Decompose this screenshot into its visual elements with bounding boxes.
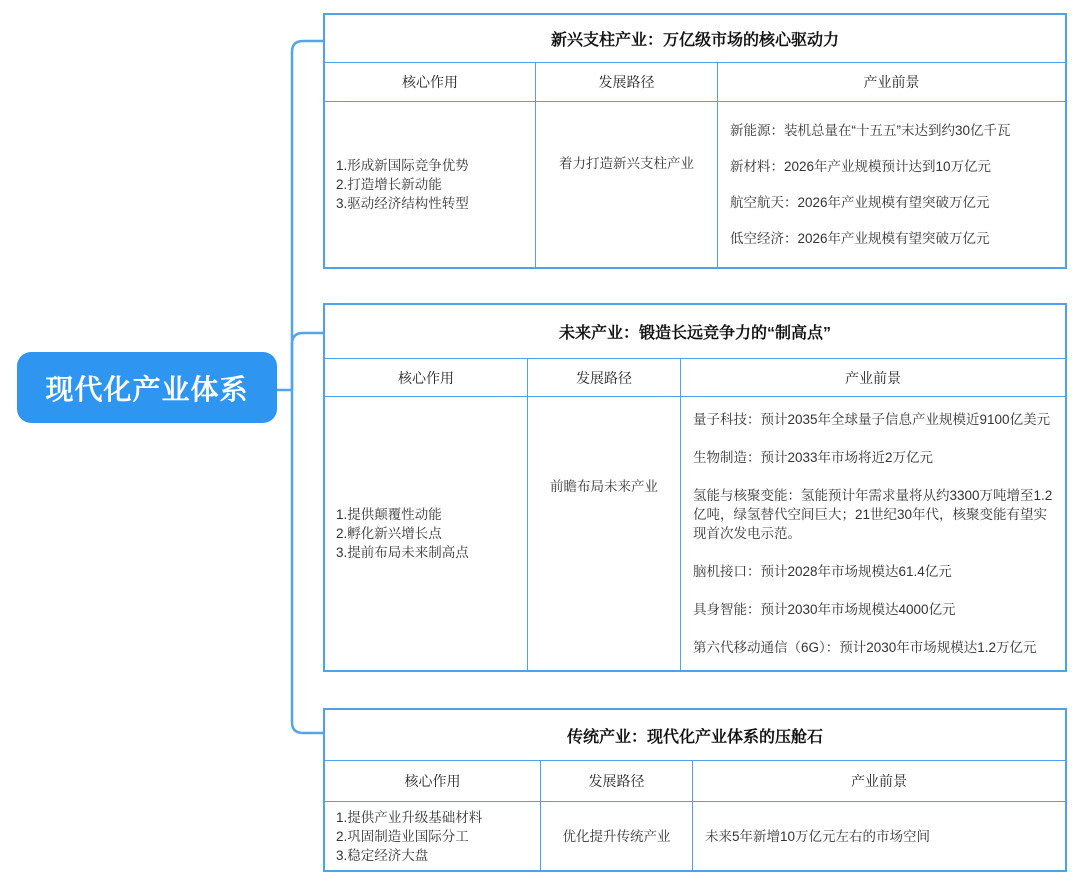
table-body-row <box>325 802 1065 870</box>
core-role-cell <box>325 802 540 870</box>
prospect-item: 新材料：2026年产业规模预计达到10万亿元 <box>730 159 992 174</box>
core-role-item: 1.形成新国际竞争优势 <box>336 158 469 173</box>
core-role-item: 3.驱动经济结构性转型 <box>336 196 469 211</box>
root-node[interactable] <box>17 352 277 423</box>
header-core-role: 核心作用 <box>404 773 461 789</box>
connector-branch-middle <box>292 333 325 390</box>
core-role-item: 2.巩固制造业国际分工 <box>336 828 469 844</box>
core-role-cell <box>325 102 535 267</box>
prospect-item: 低空经济：2026年产业规模有望突破万亿元 <box>730 231 990 246</box>
header-development-path: 发展路径 <box>527 359 680 396</box>
development-path-cell <box>535 102 717 267</box>
core-role-item: 1.提供颠覆性动能 <box>336 507 442 522</box>
table-header-row <box>325 63 1065 102</box>
development-path-cell <box>540 802 692 870</box>
header-development-path: 发展路径 <box>535 63 717 101</box>
header-core-role: 核心作用 <box>398 369 454 386</box>
branch-table-future-industries[interactable] <box>323 303 1067 672</box>
connector-branch-top <box>292 41 325 390</box>
industry-prospect-cell <box>692 802 1065 870</box>
development-path-cell <box>527 397 680 670</box>
branch-title[interactable]: 新兴支柱产业：万亿级市场的核心驱动力 <box>325 15 1065 63</box>
header-development-path: 发展路径 <box>540 761 692 801</box>
table-header-row <box>325 761 1065 802</box>
prospect-item: 生物制造：预计2033年市场将近2万亿元 <box>693 450 934 465</box>
core-role-item: 2.孵化新兴增长点 <box>336 526 442 541</box>
branch-title[interactable]: 传统产业：现代化产业体系的压舱石 <box>325 710 1065 761</box>
branch-table-traditional-industries[interactable] <box>323 708 1067 872</box>
prospect-item: 新能源：装机总量在“十五五”末达到约30亿千瓦 <box>730 123 1011 138</box>
header-industry-prospect: 产业前景 <box>692 761 1065 801</box>
development-path-text: 前瞻布局未来产业 <box>550 479 658 494</box>
industry-prospect-cell <box>717 102 1065 267</box>
prospect-item: 航空航天：2026年产业规模有望突破万亿元 <box>730 195 990 210</box>
table-header-row <box>325 359 1065 397</box>
branch-table-emerging-pillar-industries[interactable] <box>323 13 1067 269</box>
root-node-label: 现代化产业体系 <box>45 373 249 405</box>
header-industry-prospect: 产业前景 <box>680 359 1065 396</box>
prospect-item: 第六代移动通信（6G）：预计2030年市场规模达1.2万亿元 <box>693 640 1037 655</box>
core-role-item: 2.打造增长新动能 <box>336 177 442 192</box>
header-industry-prospect: 产业前景 <box>717 63 1065 101</box>
prospect-item: 氢能与核聚变能：氢能预计年需求量将从约3300万吨增至1.2亿吨，绿氢替代空间巨大；21世纪30年代，核聚变能有望实现首次发电示范。 <box>693 488 1053 541</box>
development-path-text: 着力打造新兴支柱产业 <box>559 156 694 171</box>
branch-title[interactable]: 未来产业：锻造长远竞争力的“制高点” <box>325 305 1065 359</box>
table-body-row <box>325 397 1065 670</box>
prospect-item: 具身智能：预计2030年市场规模达4000亿元 <box>693 602 956 617</box>
core-role-cell <box>325 397 527 670</box>
industry-prospect-cell <box>680 397 1065 670</box>
prospect-item: 脑机接口：预计2028年市场规模达61.4亿元 <box>693 564 952 579</box>
prospect-item: 量子科技：预计2035年全球量子信息产业规模近9100亿美元 <box>693 412 1051 427</box>
core-role-item: 1.提供产业升级基础材料 <box>336 809 483 825</box>
prospect-item: 未来5年新增10万亿元左右的市场空间 <box>705 828 931 844</box>
core-role-item: 3.提前布局未来制高点 <box>336 545 469 560</box>
header-core-role: 核心作用 <box>402 74 458 90</box>
core-role-item: 3.稳定经济大盘 <box>336 847 429 863</box>
development-path-text: 优化提升传统产业 <box>562 828 671 844</box>
table-body-row <box>325 102 1065 267</box>
connector-branch-bottom <box>292 390 325 733</box>
